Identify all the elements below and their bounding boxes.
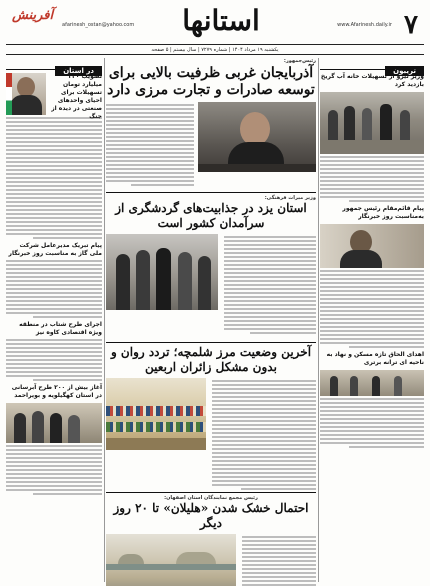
center-column: [106, 58, 316, 582]
story-body: [212, 378, 316, 492]
story-body: [6, 260, 102, 318]
story-headline: تصویب ۲۴۰ میلیارد تومان تسهیلات برای احیای واحدهای صنعتی در دیده از جنگ: [51, 73, 102, 120]
story-body: [6, 339, 102, 381]
story-body: [320, 270, 424, 348]
story-body: [106, 102, 194, 188]
column-rule: [318, 58, 319, 582]
side-logo: آفرینش: [12, 8, 54, 23]
story-body: [6, 117, 102, 239]
story-headline: وزیر نیرو از تسهیلات خانه آب گریخ بازدید کرد: [320, 73, 424, 88]
story-headline: اجرای طرح شتاب در منطقه ویژه اقتصادی کاوه نیز: [19, 321, 102, 336]
story-headline: احتمال خشک شدن «هلیلان» تا ۲۰ روز دیگر: [113, 501, 309, 530]
section-header-right: [320, 58, 424, 75]
website-address: www.Afarinesh.daily.ir: [337, 22, 392, 28]
email-address: afarinesh_ostan@yahoo.com: [62, 22, 135, 28]
newspaper-logo: استانها: [182, 4, 260, 37]
left-column: [6, 58, 102, 582]
story-headline: استان یزد در جذابیت‌های گردشگری از سرآمدان کشور است: [115, 201, 307, 230]
story-kicker: وزیر میراث فرهنگی:: [264, 195, 316, 201]
portrait-photo: [6, 73, 46, 115]
news-photo: [320, 370, 424, 396]
story-body: [320, 156, 424, 202]
section-label: در استان: [55, 66, 102, 76]
story-headline: پیام قائم‌مقام رئیس جمهور به‌مناسبت روز خبرنگار: [342, 205, 424, 220]
story-headline: آغاز بیش از ۲۰۰ طرح آبرسانی در استان کهگیلویه و بویراحمد: [11, 384, 102, 399]
story-kicker: رئیس مجمع نمایندگان استان اصفهان:: [164, 495, 258, 501]
masthead: [6, 4, 424, 44]
page-number: ۷: [404, 10, 418, 40]
story-body: [6, 445, 102, 495]
story-kicker: رئیس‌جمهور:: [283, 58, 316, 64]
dateline: یکشنبه ۱۹ مرداد ۱۴۰۴ | شماره ۷۲۷۹ | سال بیستم | ۵ صفحه: [6, 44, 424, 55]
portrait-photo: [320, 224, 424, 268]
border-story-block: [106, 378, 316, 490]
story-body: [224, 234, 316, 336]
section-label: تریبون: [385, 66, 424, 76]
lead-story-block: [106, 102, 316, 190]
story-body: [320, 398, 424, 448]
left-lead-block: [6, 73, 102, 120]
drought-story-block: [106, 534, 316, 586]
story-headline: آخرین وضعیت مرز شلمچه؛ تردد روان و بدون مشکل زائران اربعین: [110, 345, 312, 374]
story-headline: اهدای الحاق‌ تازه مسکن و نهاد به ناحیه ای ترانه برتری: [326, 351, 424, 366]
story-body: [242, 534, 316, 586]
news-photo: [106, 234, 218, 310]
lead-photo: [198, 102, 316, 172]
story-headline: پیام تبریک مدیرعامل شرکت ملی گاز به مناسبت روز خبرنگار: [8, 242, 102, 257]
section-header-left: [6, 58, 102, 75]
right-column: [320, 58, 424, 582]
news-photo: [320, 92, 424, 154]
news-photo: [106, 378, 206, 450]
news-photo: [106, 534, 236, 586]
yazd-story-block: [106, 234, 316, 340]
column-rule: [104, 58, 105, 582]
lead-headline: آذربایجان غربی ظرفیت بالایی برای توسعه صادرات و تجارت مرزی دارد: [107, 65, 315, 98]
news-photo: [6, 403, 102, 443]
